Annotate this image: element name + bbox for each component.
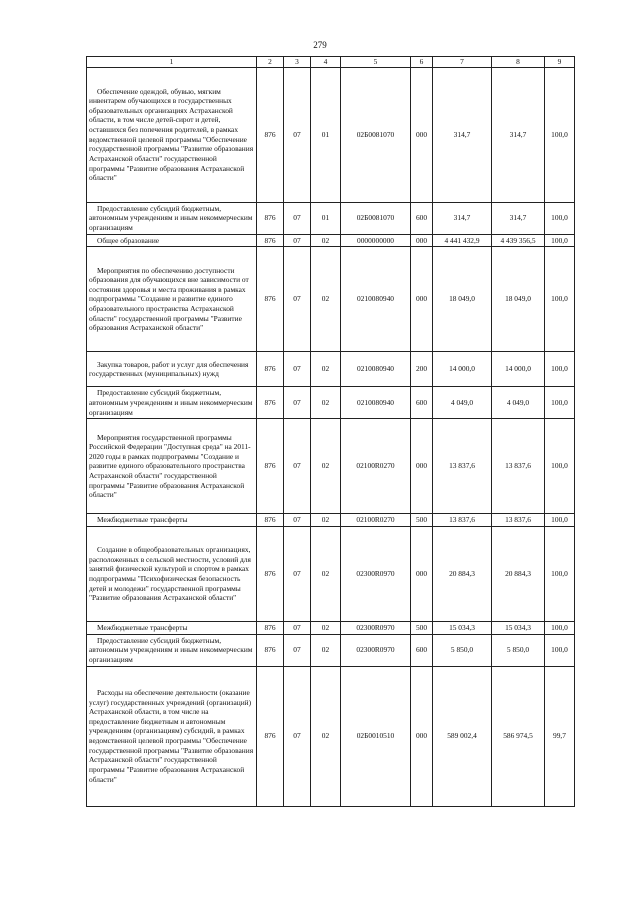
cell-section: 07 xyxy=(284,234,311,247)
header-cell: 3 xyxy=(284,57,311,68)
cell-section: 07 xyxy=(284,67,311,202)
cell-actual: 14 000,0 xyxy=(492,352,545,387)
cell-target: 0210080940 xyxy=(341,387,411,419)
table-row xyxy=(87,387,575,419)
cell-code: 876 xyxy=(257,621,284,634)
row-name: Предоставление субсидий бюджетным, автономным учреждениям и иным некоммерческим организациям xyxy=(89,635,253,664)
budget-table xyxy=(86,56,575,807)
cell-section: 07 xyxy=(284,621,311,634)
table-row xyxy=(87,234,575,247)
table-row xyxy=(87,352,575,387)
row-name: Создание в общеобразовательных организациях, расположенных в сельской местности, условий для занятий физической культурой и спортом в рамках подпрограммы "Психофизическая безопасность детей и молодежи" государственной программы "Развитие образования Астраханской области" xyxy=(89,545,251,603)
cell-code: 876 xyxy=(257,419,284,514)
cell-plan: 14 000,0 xyxy=(433,352,492,387)
cell-plan: 4 441 432,9 xyxy=(433,234,492,247)
row-name-cell xyxy=(87,202,257,234)
cell-section: 07 xyxy=(284,419,311,514)
cell-type: 000 xyxy=(411,247,433,352)
header-cell: 2 xyxy=(257,57,284,68)
row-name: Закупка товаров, работ и услуг для обеспечения государственных (муниципальных) нужд xyxy=(89,359,249,379)
cell-type: 600 xyxy=(411,634,433,666)
cell-code: 876 xyxy=(257,67,284,202)
cell-type: 000 xyxy=(411,666,433,806)
cell-type: 600 xyxy=(411,387,433,419)
cell-subsection: 02 xyxy=(311,621,341,634)
cell-plan: 314,7 xyxy=(433,202,492,234)
cell-subsection: 02 xyxy=(311,634,341,666)
cell-actual: 586 974,5 xyxy=(492,666,545,806)
row-name-cell xyxy=(87,419,257,514)
cell-percent: 100,0 xyxy=(545,67,575,202)
cell-code: 876 xyxy=(257,234,284,247)
table-row xyxy=(87,621,575,634)
cell-type: 500 xyxy=(411,514,433,527)
cell-percent: 100,0 xyxy=(545,634,575,666)
table-row xyxy=(87,666,575,806)
cell-target: 0000000000 xyxy=(341,234,411,247)
table-row xyxy=(87,247,575,352)
cell-actual: 13 837,6 xyxy=(492,514,545,527)
cell-code: 876 xyxy=(257,514,284,527)
header-row xyxy=(87,57,575,68)
cell-target: 02300R0970 xyxy=(341,634,411,666)
cell-subsection: 02 xyxy=(311,247,341,352)
cell-section: 07 xyxy=(284,526,311,621)
cell-plan: 13 837,6 xyxy=(433,419,492,514)
cell-type: 000 xyxy=(411,234,433,247)
cell-actual: 18 049,0 xyxy=(492,247,545,352)
cell-actual: 13 837,6 xyxy=(492,419,545,514)
row-name-cell xyxy=(87,514,257,527)
row-name-cell xyxy=(87,621,257,634)
cell-plan: 589 002,4 xyxy=(433,666,492,806)
cell-percent: 100,0 xyxy=(545,387,575,419)
row-name: Мероприятия государственной программы Российской Федерации "Доступная среда" на 2011-2020 годы в рамках подпрограммы "Создание и развитие единого образовательного пространства Астраханской области" государственной программы "Развитие образования Астраханской области" xyxy=(89,432,251,500)
table-row xyxy=(87,526,575,621)
cell-subsection: 02 xyxy=(311,526,341,621)
table-row xyxy=(87,202,575,234)
header-cell: 1 xyxy=(87,57,257,68)
row-name: Мероприятия по обеспечению доступности образования для обучающихся вне зависимости от состояния здоровья и места проживания в рамках подпрограммы "Создание и развитие единого образовательного пространства Астраханской области" государственной программы "Развитие образования Астраханской области" xyxy=(89,265,249,333)
row-name-cell xyxy=(87,634,257,666)
cell-actual: 15 034,3 xyxy=(492,621,545,634)
cell-target: 02300R0970 xyxy=(341,526,411,621)
cell-type: 500 xyxy=(411,621,433,634)
row-name: Межбюджетные трансферты xyxy=(97,622,188,632)
cell-type: 000 xyxy=(411,526,433,621)
row-name-cell xyxy=(87,352,257,387)
header-cell: 4 xyxy=(311,57,341,68)
row-name: Общее образование xyxy=(97,235,160,245)
cell-actual: 314,7 xyxy=(492,67,545,202)
cell-target: 02100R0270 xyxy=(341,419,411,514)
row-name: Обеспечение одеждой, обувью, мягким инвентарем обучающихся в государственных образовательных организациях Астраханской области, в том числе детей-сирот и детей, оставшихся без попечения родителей, в рамках ведомственной целевой программы "Обеспечение государственной программы "Развитие образования Астраханской области" государственной программы "Развитие образования Астраханской области" xyxy=(89,86,254,183)
cell-plan: 20 884,3 xyxy=(433,526,492,621)
cell-code: 876 xyxy=(257,247,284,352)
row-name: Предоставление субсидий бюджетным, автономным учреждениям и иным некоммерческим организациям xyxy=(89,388,253,417)
cell-subsection: 02 xyxy=(311,234,341,247)
cell-section: 07 xyxy=(284,514,311,527)
cell-percent: 100,0 xyxy=(545,514,575,527)
row-name: Расходы на обеспечение деятельности (оказание услуг) государственных учреждений (организаций) Астраханской области, в том числе на предоставление бюджетным и автономным учреждениям (организациям) субсидий, в рамках ведомственной целевой программы "Обеспечение государственной программы "Развитие образования Астраханской области" государственной программы "Развитие образования Астраханской области" xyxy=(89,687,254,784)
cell-target: 02Б0081070 xyxy=(341,67,411,202)
cell-actual: 314,7 xyxy=(492,202,545,234)
row-name-cell xyxy=(87,234,257,247)
cell-subsection: 02 xyxy=(311,514,341,527)
row-name-cell xyxy=(87,387,257,419)
cell-plan: 314,7 xyxy=(433,67,492,202)
cell-type: 200 xyxy=(411,352,433,387)
cell-subsection: 01 xyxy=(311,67,341,202)
cell-code: 876 xyxy=(257,387,284,419)
cell-target: 02300R0970 xyxy=(341,621,411,634)
cell-target: 0210080940 xyxy=(341,352,411,387)
row-name-cell xyxy=(87,67,257,202)
cell-section: 07 xyxy=(284,666,311,806)
cell-section: 07 xyxy=(284,352,311,387)
header-cell: 6 xyxy=(411,57,433,68)
cell-percent: 100,0 xyxy=(545,352,575,387)
table-row xyxy=(87,634,575,666)
cell-code: 876 xyxy=(257,352,284,387)
cell-plan: 15 034,3 xyxy=(433,621,492,634)
cell-actual: 4 439 356,5 xyxy=(492,234,545,247)
header-cell: 5 xyxy=(341,57,411,68)
cell-percent: 100,0 xyxy=(545,247,575,352)
cell-section: 07 xyxy=(284,247,311,352)
header-cell: 7 xyxy=(433,57,492,68)
cell-percent: 100,0 xyxy=(545,419,575,514)
table-row xyxy=(87,67,575,202)
cell-target: 02Б0081070 xyxy=(341,202,411,234)
row-name: Межбюджетные трансферты xyxy=(97,515,188,525)
cell-percent: 99,7 xyxy=(545,666,575,806)
cell-subsection: 02 xyxy=(311,419,341,514)
cell-percent: 100,0 xyxy=(545,202,575,234)
cell-section: 07 xyxy=(284,202,311,234)
cell-plan: 5 850,0 xyxy=(433,634,492,666)
cell-code: 876 xyxy=(257,526,284,621)
cell-actual: 5 850,0 xyxy=(492,634,545,666)
cell-plan: 18 049,0 xyxy=(433,247,492,352)
cell-target: 02Б0010510 xyxy=(341,666,411,806)
cell-percent: 100,0 xyxy=(545,621,575,634)
cell-percent: 100,0 xyxy=(545,234,575,247)
row-name-cell xyxy=(87,666,257,806)
cell-subsection: 02 xyxy=(311,387,341,419)
cell-section: 07 xyxy=(284,387,311,419)
cell-percent: 100,0 xyxy=(545,526,575,621)
page-number: 279 xyxy=(313,40,327,50)
table-row xyxy=(87,419,575,514)
table-row xyxy=(87,514,575,527)
header-cell: 9 xyxy=(545,57,575,68)
header-cell: 8 xyxy=(492,57,545,68)
cell-target: 02100R0270 xyxy=(341,514,411,527)
cell-subsection: 02 xyxy=(311,352,341,387)
cell-plan: 13 837,6 xyxy=(433,514,492,527)
cell-subsection: 01 xyxy=(311,202,341,234)
cell-type: 600 xyxy=(411,202,433,234)
row-name: Предоставление субсидий бюджетным, автономным учреждениям и иным некоммерческим организациям xyxy=(89,203,253,232)
row-name-cell xyxy=(87,247,257,352)
cell-actual: 20 884,3 xyxy=(492,526,545,621)
cell-type: 000 xyxy=(411,67,433,202)
cell-target: 0210080940 xyxy=(341,247,411,352)
cell-plan: 4 049,0 xyxy=(433,387,492,419)
cell-subsection: 02 xyxy=(311,666,341,806)
cell-code: 876 xyxy=(257,202,284,234)
cell-type: 000 xyxy=(411,419,433,514)
cell-section: 07 xyxy=(284,634,311,666)
cell-code: 876 xyxy=(257,634,284,666)
row-name-cell xyxy=(87,526,257,621)
cell-code: 876 xyxy=(257,666,284,806)
cell-actual: 4 049,0 xyxy=(492,387,545,419)
